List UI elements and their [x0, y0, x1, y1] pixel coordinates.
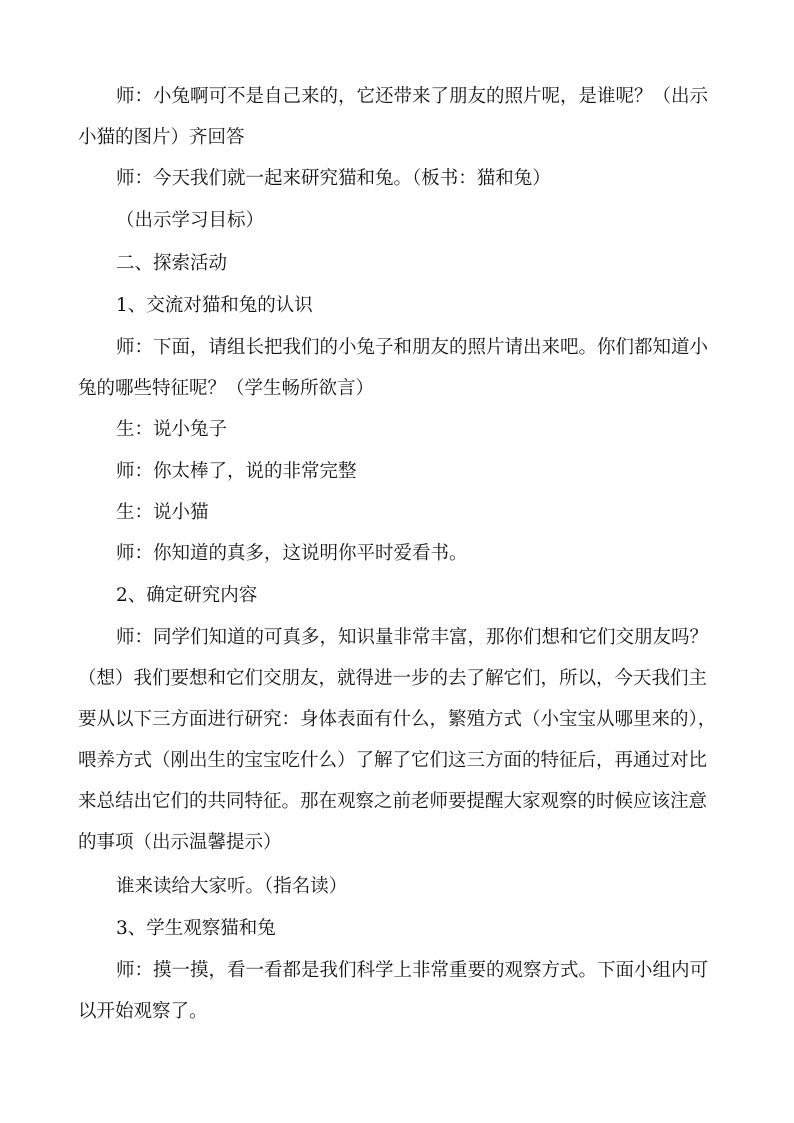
text-line: （出示学习目标） [116, 210, 265, 231]
paragraph-teacher-praise-2 [78, 533, 728, 574]
paragraph-student-cat [78, 492, 728, 533]
text-line: 生：说小猫 [116, 502, 209, 523]
paragraph-student-rabbit [78, 409, 728, 450]
paragraph-teacher-research-plan [78, 617, 728, 863]
text-line: 兔的哪些特征呢？（学生畅所欲言） [78, 378, 375, 399]
text-line: 要从以下三方面进行研究：身体表面有什么，繁殖方式（小宝宝从哪里来的）， [78, 709, 717, 730]
subheading-1 [78, 285, 728, 326]
text-line: 喂养方式（刚出生的宝宝吃什么）了解了它们这三方面的特征后，再通过对比 [78, 750, 708, 771]
text-line: 师：摸一摸，看一看都是我们科学上非常重要的观察方式。下面小组内可 [116, 960, 709, 981]
text-line: 小猫的图片）齐回答 [78, 127, 245, 148]
paragraph-teacher-rabbit-photo [78, 76, 728, 158]
text-line: （想）我们要想和它们交朋友，就得进一步的去了解它们，所以，今天我们主 [78, 668, 708, 689]
text-line: 3、学生观察猫和兔 [116, 918, 276, 939]
text-line: 1、交流对猫和兔的认识 [116, 295, 313, 316]
text-line: 生：说小兔子 [116, 419, 228, 440]
text-line: 师：今天我们就一起来研究猫和兔。（板书：猫和兔） [116, 168, 551, 189]
text-line: 师：同学们知道的可真多，知识量非常丰富，那你们想和它们交朋友吗？ [116, 627, 709, 648]
text-line: 以开始观察了。 [78, 1001, 208, 1022]
text-line: 师：小兔啊可不是自己来的，它还带来了朋友的照片呢，是谁呢？（出示 [116, 86, 709, 107]
paragraph-teacher-research-topic [78, 158, 728, 199]
subheading-3 [78, 908, 728, 949]
paragraph-teacher-observe [78, 950, 728, 1032]
section-heading-explore [78, 243, 728, 284]
paragraph-read-aloud [78, 866, 728, 907]
text-line: 的事项（出示温馨提示） [78, 832, 282, 853]
text-line: 师：你太棒了，说的非常完整 [116, 461, 357, 482]
text-line: 师：你知道的真多，这说明你平时爱看书。 [116, 543, 468, 564]
paragraph-show-goals [78, 200, 728, 241]
text-line: 来总结出它们的共同特征。那在观察之前老师要提醒大家观察的时候应该注意 [78, 791, 708, 812]
text-line: 2、确定研究内容 [116, 585, 258, 606]
text-line: 谁来读给大家听。（指名读） [116, 876, 348, 897]
paragraph-teacher-ask-features [78, 327, 728, 409]
text-line: 师：下面，请组长把我们的小兔子和朋友的照片请出来吧。你们都知道小 [116, 337, 709, 358]
subheading-2 [78, 575, 728, 616]
text-line: 二、探索活动 [116, 253, 228, 274]
paragraph-teacher-praise-1 [78, 451, 728, 492]
